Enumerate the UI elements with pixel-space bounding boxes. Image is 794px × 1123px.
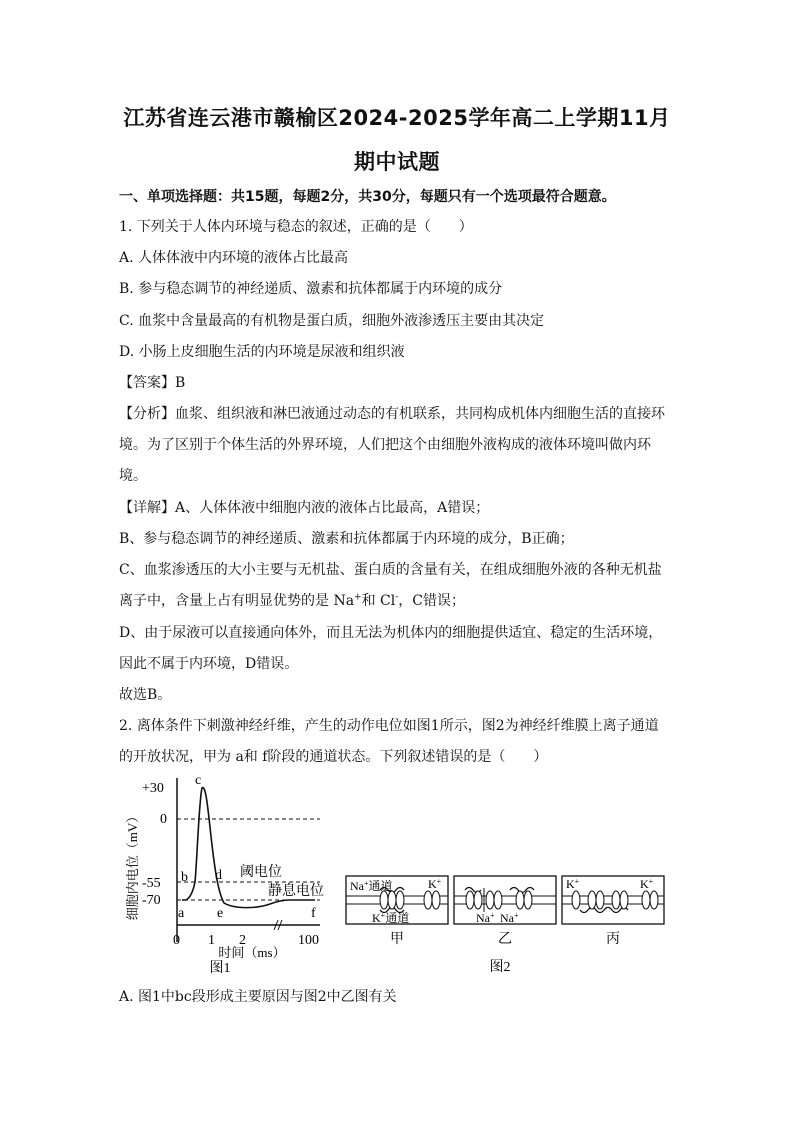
question-1-detail-a: 【详解】A、人体体液中细胞内液的液体占比最高，A错误； [119, 500, 490, 516]
question-2-stem-line1: 2. 离体条件下刺激神经纤维，产生的动作电位如图1所示，图2为神经纤维膜上离子通道 [119, 718, 659, 734]
question-1-option-d: D. 小肠上皮细胞生活的内环境是尿液和组织液 [119, 344, 405, 360]
figure-1-ytick-minus55: -55 [142, 876, 161, 891]
figure-2-ion-channels [340, 868, 670, 978]
document-title-line1: 江苏省连云港市赣榆区2024-2025学年高二上学期11月 [123, 106, 671, 130]
question-1-detail-c2 [119, 592, 679, 610]
figure-2-bing-k-label-1: K+ [566, 876, 580, 891]
section-heading: 一、单项选择题：共15题，每题2分，共30分，每题只有一个选项最符合题意。 [119, 189, 616, 205]
figure-2-yi-na-label-1: Na+ [476, 910, 495, 925]
figure-2-panel-yi-label: 乙 [498, 932, 512, 947]
figure-2-panel-yi [454, 876, 556, 947]
figure-2-jia-k-top-label: K+ [428, 876, 442, 891]
figure-2-panel-jia [346, 876, 448, 947]
figure-2-jia-k-bottom-label: K+通道 [372, 910, 410, 925]
figure-1-xtick-1: 1 [208, 933, 215, 948]
figure-1-point-c: c [195, 773, 202, 788]
figure-1-ytick-minus70: -70 [142, 893, 161, 908]
question-1-conclusion: 故选B。 [119, 687, 172, 703]
question-2-option-a: A. 图1中bc段形成主要原因与图2中乙图有关 [119, 989, 397, 1005]
figure-1-point-d: d [215, 868, 222, 883]
figure-2-bing-k-label-2: K+ [640, 876, 654, 891]
figure-1-ytick-0: 0 [160, 812, 167, 827]
figure-1-point-a: a [178, 906, 185, 921]
figure-1-xtick-100: 100 [298, 933, 319, 948]
question-1-option-b: B. 参与稳态调节的神经递质、激素和抗体都属于内环境的成分 [119, 281, 503, 297]
figure-2-panel-bing-label: 丙 [606, 932, 620, 947]
figure-1-ytick-plus30: +30 [142, 781, 164, 796]
question-1-detail-d1: D、由于尿液可以直接通向体外，而且无法为机体内的细胞提供适宜、稳定的生活环境， [119, 625, 663, 641]
detail-c2-text-pre: 离子中，含量上占有明显优势的是 Na [119, 593, 355, 609]
figure-1-point-b: b [181, 870, 188, 885]
figure-1-xtick-0: 0 [173, 933, 180, 948]
question-1-analysis-line1: 【分析】血浆、组织液和淋巴液通过动态的有机联系，共同构成机体内细胞生活的直接环 [119, 406, 665, 422]
question-1-analysis-line2: 境。为了区别于个体生活的外界环境，人们把这个由细胞外液构成的液体环境叫做内环 [119, 437, 651, 453]
detail-c2-sup-minus: - [395, 592, 399, 603]
figure-2-panel-jia-label: 甲 [390, 932, 404, 947]
question-1-detail-b: B、参与稳态调节的神经递质、激素和抗体都属于内环境的成分，B正确； [119, 531, 574, 547]
figure-2-caption: 图2 [489, 960, 511, 975]
figure-2-panel-bing [562, 876, 664, 947]
figure-1-ylabel: 细胞内电位（mV） [125, 809, 140, 921]
question-1-answer: 【答案】B [119, 375, 186, 391]
question-1-option-c: C. 血浆中含量最高的有机物是蛋白质，细胞外液渗透压主要由其决定 [119, 313, 545, 329]
figure-2-jia-na-label: Na+通道 [350, 878, 393, 893]
figure-1-xtick-2: 2 [239, 933, 246, 948]
detail-c2-sup-plus: + [354, 592, 362, 603]
detail-c2-text-post: ，C错误； [398, 593, 465, 609]
figure-1-caption: 图1 [209, 961, 231, 976]
detail-c2-text-mid: 和 Cl [361, 593, 396, 609]
question-1-stem: 1. 下列关于人体内环境与稳态的叙述，正确的是（ ） [119, 219, 473, 235]
figure-1-xlabel: 时间（ms） [218, 945, 286, 960]
figure-1-action-potential [120, 770, 340, 980]
question-1-analysis-line3: 境。 [119, 468, 147, 484]
question-2-stem-line2: 的开放状况，甲为 a和 f阶段的通道状态。下列叙述错误的是（ ） [119, 749, 548, 765]
figure-1-threshold-label: 阈电位 [240, 865, 282, 880]
question-1-detail-c1: C、血浆渗透压的大小主要与无机盐、蛋白质的含量有关，在组成细胞外液的各种无机盐 [119, 562, 662, 578]
figure-2-yi-na-label-2: Na+ [500, 910, 519, 925]
question-1-detail-d2: 因此不属于内环境，D错误。 [119, 656, 299, 672]
question-1-option-a: A. 人体体液中内环境的液体占比最高 [119, 250, 349, 266]
figure-1-point-e: e [217, 906, 224, 921]
figure-1-point-f: f [311, 906, 316, 921]
figure-1-resting-label: 静息电位 [268, 884, 324, 899]
document-title-line2: 期中试题 [354, 150, 440, 174]
